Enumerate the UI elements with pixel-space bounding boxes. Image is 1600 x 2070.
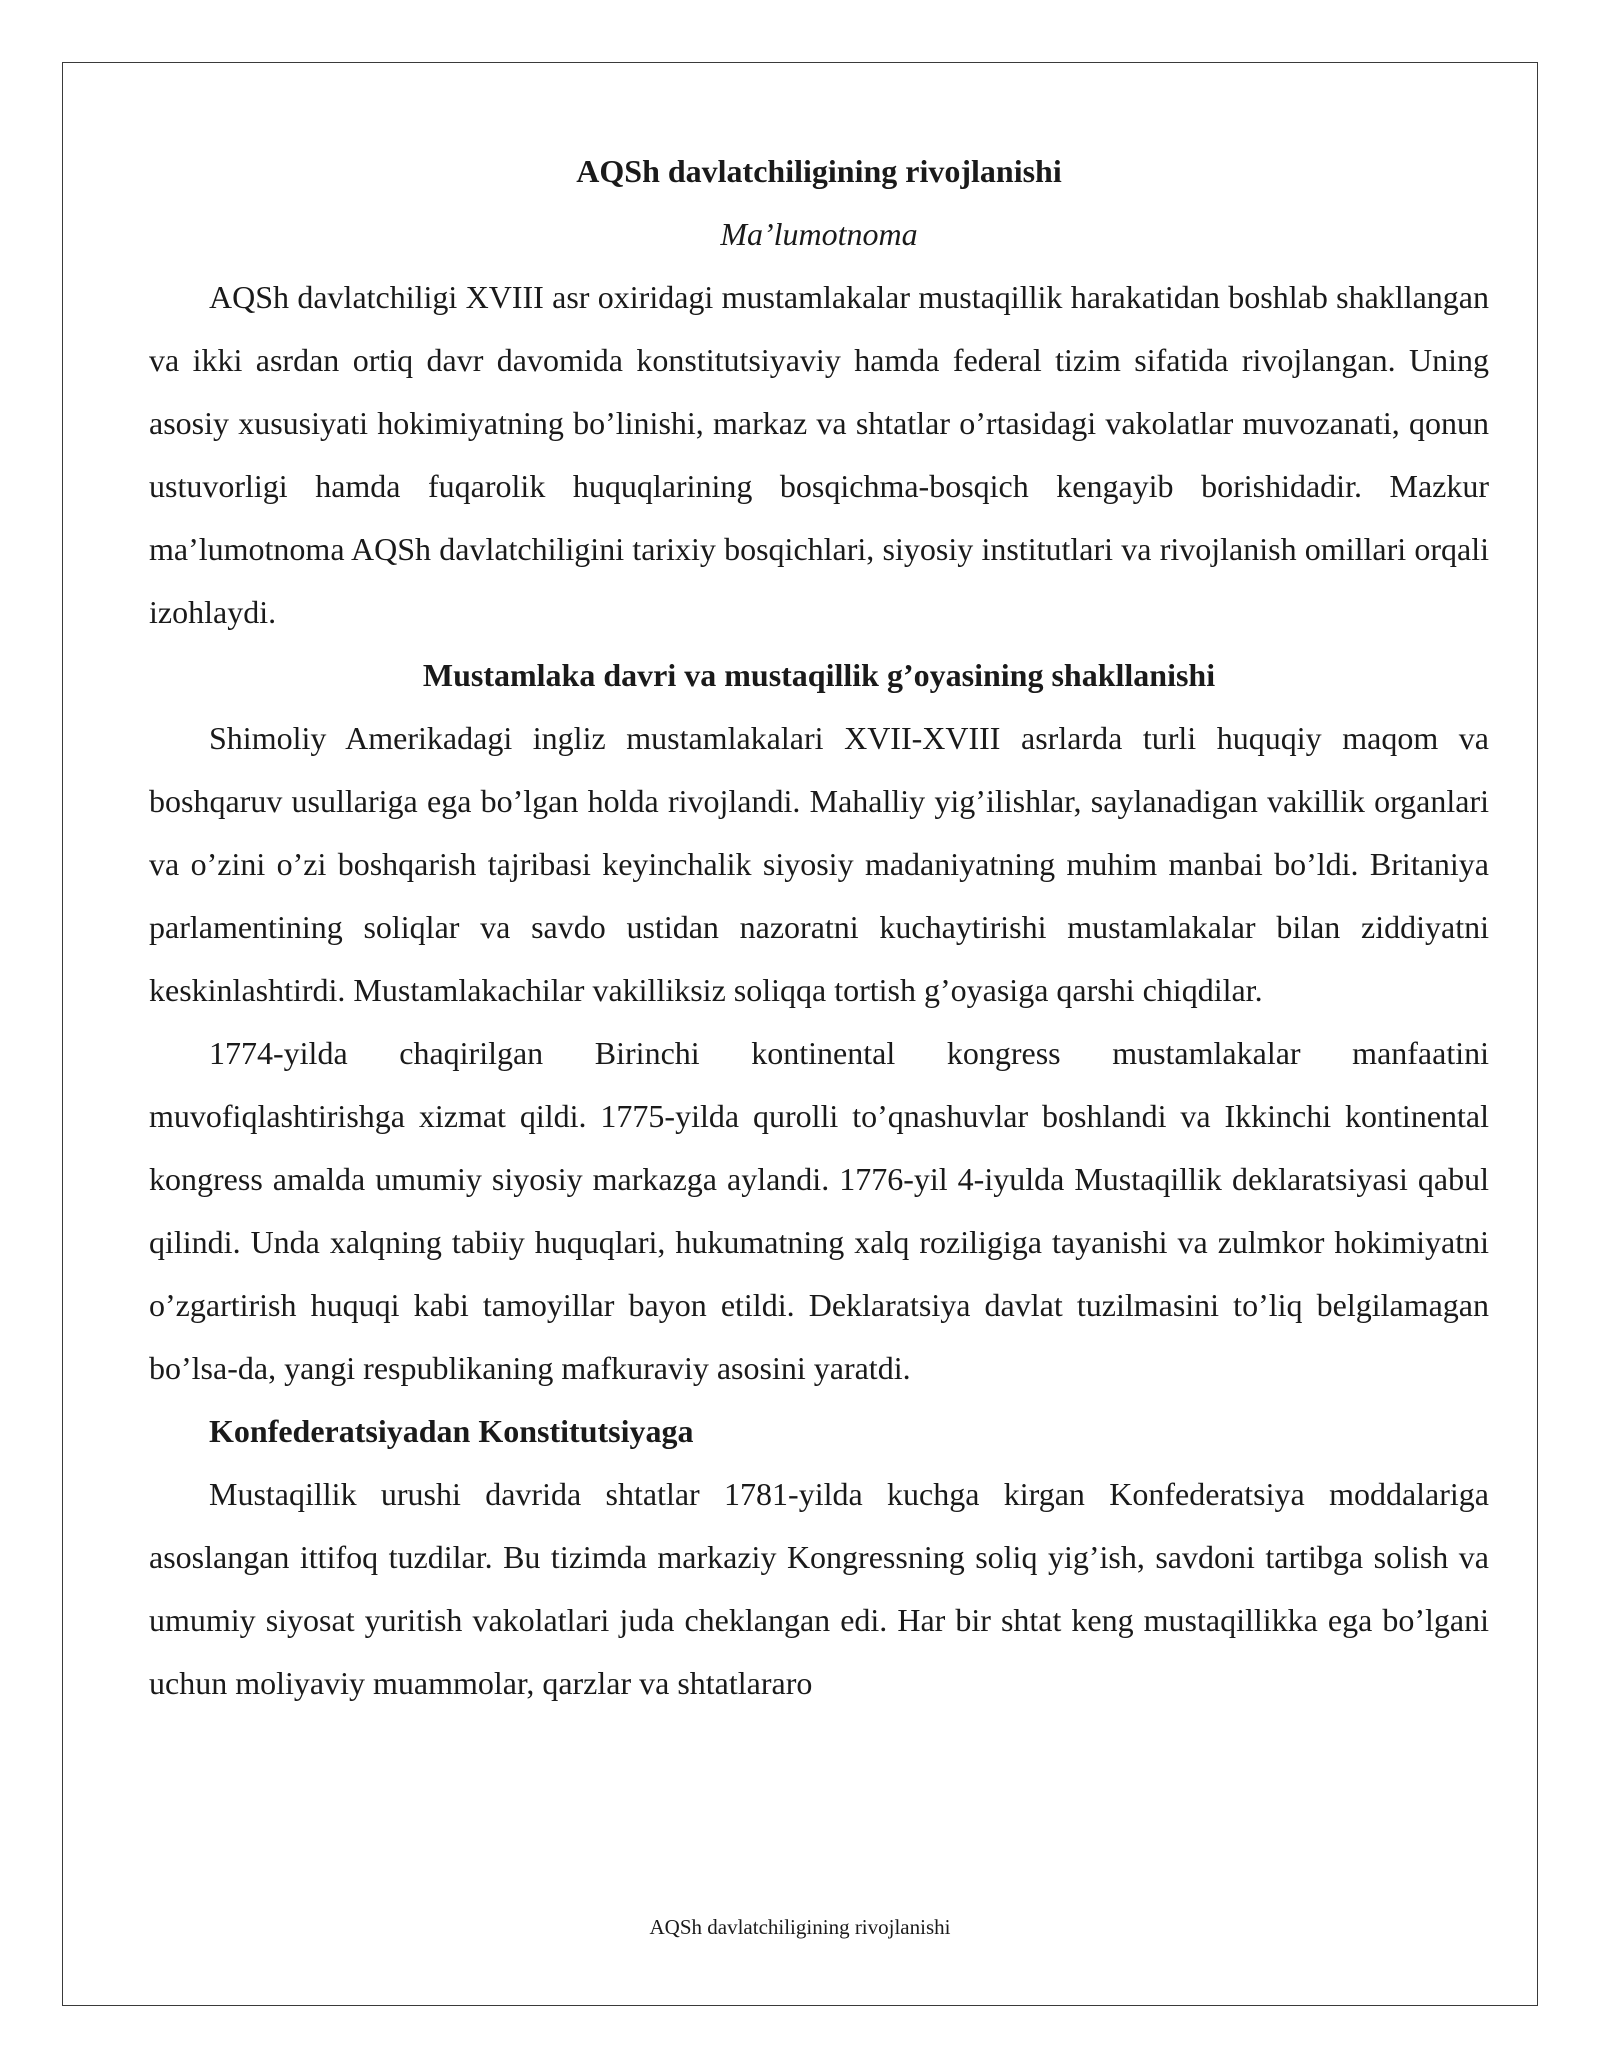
section1-paragraph-2: 1774-yilda chaqirilgan Birinchi kontinental kongress mustamlakalar manfaatini muvofiqlashtirishga xizmat qildi. 1775-yilda qurolli to’qnashuvlar boshlandi va Ikkinchi kontinental kongress amalda umumiy siyosiy markazga aylandi. 1776-yil 4-iyulda Mustaqillik deklaratsiyasi qabul qilindi. Unda xalqning tabiiy huquqlari, hukumatning xalq roziligiga tayanishi va zulmkor hokimiyatni o’zgartirish huquqi kabi tamoyillar bayon etildi. Deklaratsiya davlat tuzilmasini to’liq belgilamagan bo’lsa-da, yangi respublikaning mafkuraviy asosini yaratdi. xyxy=(149,1035,1489,1386)
document-title: AQSh davlatchiligining rivojlanishi xyxy=(576,153,1062,189)
intro-paragraph: AQSh davlatchiligi XVIII asr oxiridagi mustamlakalar mustaqillik harakatidan boshlab shakllangan va ikki asrdan ortiq davr davomida konstitutsiyaviy hamda federal tizim sifatida rivojlangan. Uning asosiy xususiyati hokimiyatning bo’linishi, markaz va shtatlar o’rtasidagi vakolatlar muvozanati, qonun ustuvorligi hamda fuqarolik huquqlarining bosqichma-bosqich kengayib borishidadir. Mazkur ma’lumotnoma AQSh davlatchiligini tarixiy bosqichlari, siyosiy institutlari va rivojlanish omillari orqali izohlaydi. xyxy=(149,279,1489,630)
section-heading-colonial-period: Mustamlaka davri va mustaqillik gʼoyasining shakllanishi xyxy=(422,657,1216,693)
page-footer: AQSh davlatchiligining rivojlanishi xyxy=(649,1915,951,1939)
section-heading-confederation: Konfederatsiyadan Konstitutsiyaga xyxy=(209,1413,694,1449)
document-subtitle: Ma’lumotnoma xyxy=(720,216,918,252)
section2-paragraph-1: Mustaqillik urushi davrida shtatlar 1781-yilda kuchga kirgan Konfederatsiya moddalariga asoslangan ittifoq tuzdilar. Bu tizimda markaziy Kongressning soliq yig’ish, savdoni tartibga solish va umumiy siyosat yuritish vakolatlari juda cheklangan edi. Har bir shtat keng mustaqillikka ega bo’lgani uchun moliyaviy muammolar, qarzlar va shtatlararo xyxy=(149,1476,1489,1701)
section1-paragraph-1: Shimoliy Amerikadagi ingliz mustamlakalari XVII-XVIII asrlarda turli huquqiy maqom va boshqaruv usullariga ega bo’lgan holda rivojlandi. Mahalliy yig’ilishlar, saylanadigan vakillik organlari va o’zini o’zi boshqarish tajribasi keyinchalik siyosiy madaniyatning muhim manbai bo’ldi. Britaniya parlamentining soliqlar va savdo ustidan nazoratni kuchaytirishi mustamlakalar bilan ziddiyatni keskinlashtirdi. Mustamlakachilar vakilliksiz soliqqa tortish g’oyasiga qarshi chiqdilar. xyxy=(149,720,1489,1008)
document-body xyxy=(149,140,1489,1715)
